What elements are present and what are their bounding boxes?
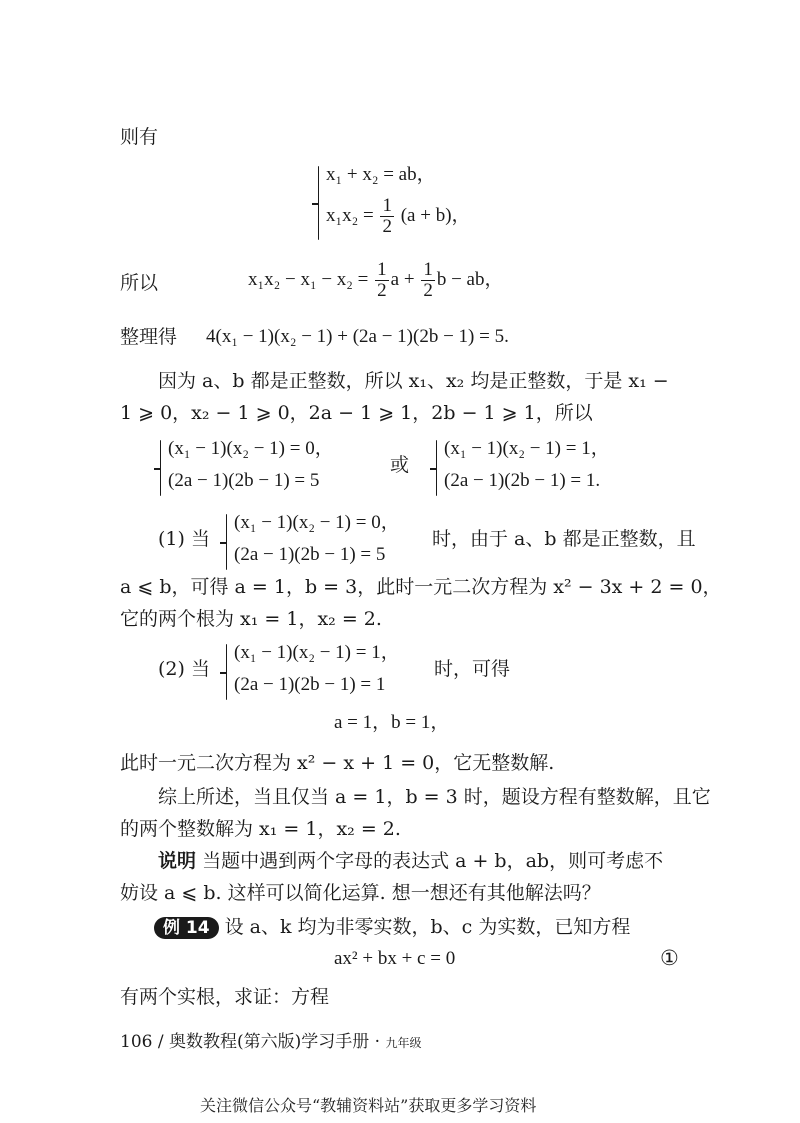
equation-zhengli: 4(x₁ − 1)(x₂ − 1) + (2a − 1)(2b − 1) = 5.	[206, 326, 509, 347]
text-case1-prefix: (1) 当	[158, 528, 210, 550]
fraction-half: $\frac{1}{2}$	[382, 195, 392, 237]
text-suoyi: 所以	[120, 272, 159, 294]
brace-case1	[226, 514, 227, 570]
page-number: 106	[120, 1032, 153, 1052]
brace-system-a	[160, 440, 161, 496]
equation-case1-line2: (2a − 1)(2b − 1) = 5	[234, 544, 386, 565]
text-case2-line2: 此时一元二次方程为 x² − x + 1 = 0，它无整数解.	[120, 752, 555, 774]
example-badge: 例 14	[154, 917, 219, 939]
text-zeyou: 则有	[120, 126, 159, 148]
text-remark-line2: 妨设 a ⩽ b. 这样可以简化运算. 想一想还有其他解法吗？	[120, 882, 601, 904]
text-conclusion-line1: 综上所述，当且仅当 a = 1，b = 3 时，题设方程有整数解，且它	[158, 786, 711, 808]
text-zhengli: 整理得	[120, 326, 178, 348]
equation-number-1: ①	[660, 946, 679, 970]
brace-case2	[226, 644, 227, 700]
equation-sum-roots: x₁ + x₂ = ab，	[326, 164, 436, 185]
equation-case2-line1: (x₁ − 1)(x₂ − 1) = 1，	[234, 642, 400, 663]
grade-label: 九年级	[385, 1036, 422, 1050]
text-remark-line1: 说明 当题中遇到两个字母的表达式 a + b，ab，则可考虑不	[158, 850, 664, 872]
text-case2-suffix: 时，可得	[434, 658, 511, 680]
text-case1-line2: a ⩽ b，可得 a = 1，b = 3，此时一元二次方程为 x² − 3x + 2 = 0，	[120, 576, 722, 598]
fraction-half-a: $\frac{1}{2}$	[377, 259, 387, 301]
equation-sys-b-line2: (2a − 1)(2b − 1) = 1.	[444, 470, 601, 491]
text-case1-suffix: 时，由于 a、b 都是正整数，且	[432, 528, 696, 550]
equation-quadratic: ax² + bx + c = 0	[334, 948, 456, 969]
equation-case2-line2: (2a − 1)(2b − 1) = 1	[234, 674, 386, 695]
text-conclusion-line2: 的两个整数解为 x₁ = 1，x₂ = 2.	[120, 818, 401, 840]
text-yinwei-line2: 1 ⩾ 0，x₂ − 1 ⩾ 0，2a − 1 ⩾ 1，2b − 1 ⩾ 1，所以	[120, 402, 593, 424]
text-case1-line3: 它的两个根为 x₁ = 1，x₂ = 2.	[120, 608, 382, 630]
equation-product-roots: x₁x₂ = $\frac{1}{2}$ (a + b)，	[326, 195, 471, 237]
wechat-note: 关注微信公众号“教辅资料站”获取更多学习资料	[200, 1096, 537, 1115]
equation-suoyi: x₁x₂ − x₁ − x₂ = $\frac{1}{2}$ a + $\frac{1}{2}$ b − ab，	[248, 259, 504, 301]
text-example-line1: 例 14 设 a、k 均为非零实数，b、c 为实数，已知方程	[154, 916, 630, 939]
equation-sys-b-line1: (x₁ − 1)(x₂ − 1) = 1，	[444, 438, 610, 459]
equation-case1-line1: (x₁ − 1)(x₂ − 1) = 0，	[234, 512, 400, 533]
text-case2-prefix: (2) 当	[158, 658, 210, 680]
text-yinwei-line1: 因为 a、b 都是正整数，所以 x₁、x₂ 均是正整数，于是 x₁ −	[158, 370, 669, 392]
text-huo: 或	[390, 454, 410, 476]
brace-system-b	[436, 440, 437, 496]
brace-system-1	[318, 166, 319, 240]
text-youliang: 有两个实根，求证：方程	[120, 986, 330, 1008]
book-title: / 奥数教程(第六版)学习手册 ·	[157, 1032, 381, 1052]
equation-sys-a-line1: (x₁ − 1)(x₂ − 1) = 0，	[168, 438, 334, 459]
equation-a1-b1: a = 1，b = 1，	[334, 712, 450, 733]
fraction-half-b: $\frac{1}{2}$	[423, 259, 433, 301]
page-footer	[120, 1032, 421, 1052]
equation-sys-a-line2: (2a − 1)(2b − 1) = 5	[168, 470, 320, 491]
remark-label: 说明	[158, 850, 197, 872]
